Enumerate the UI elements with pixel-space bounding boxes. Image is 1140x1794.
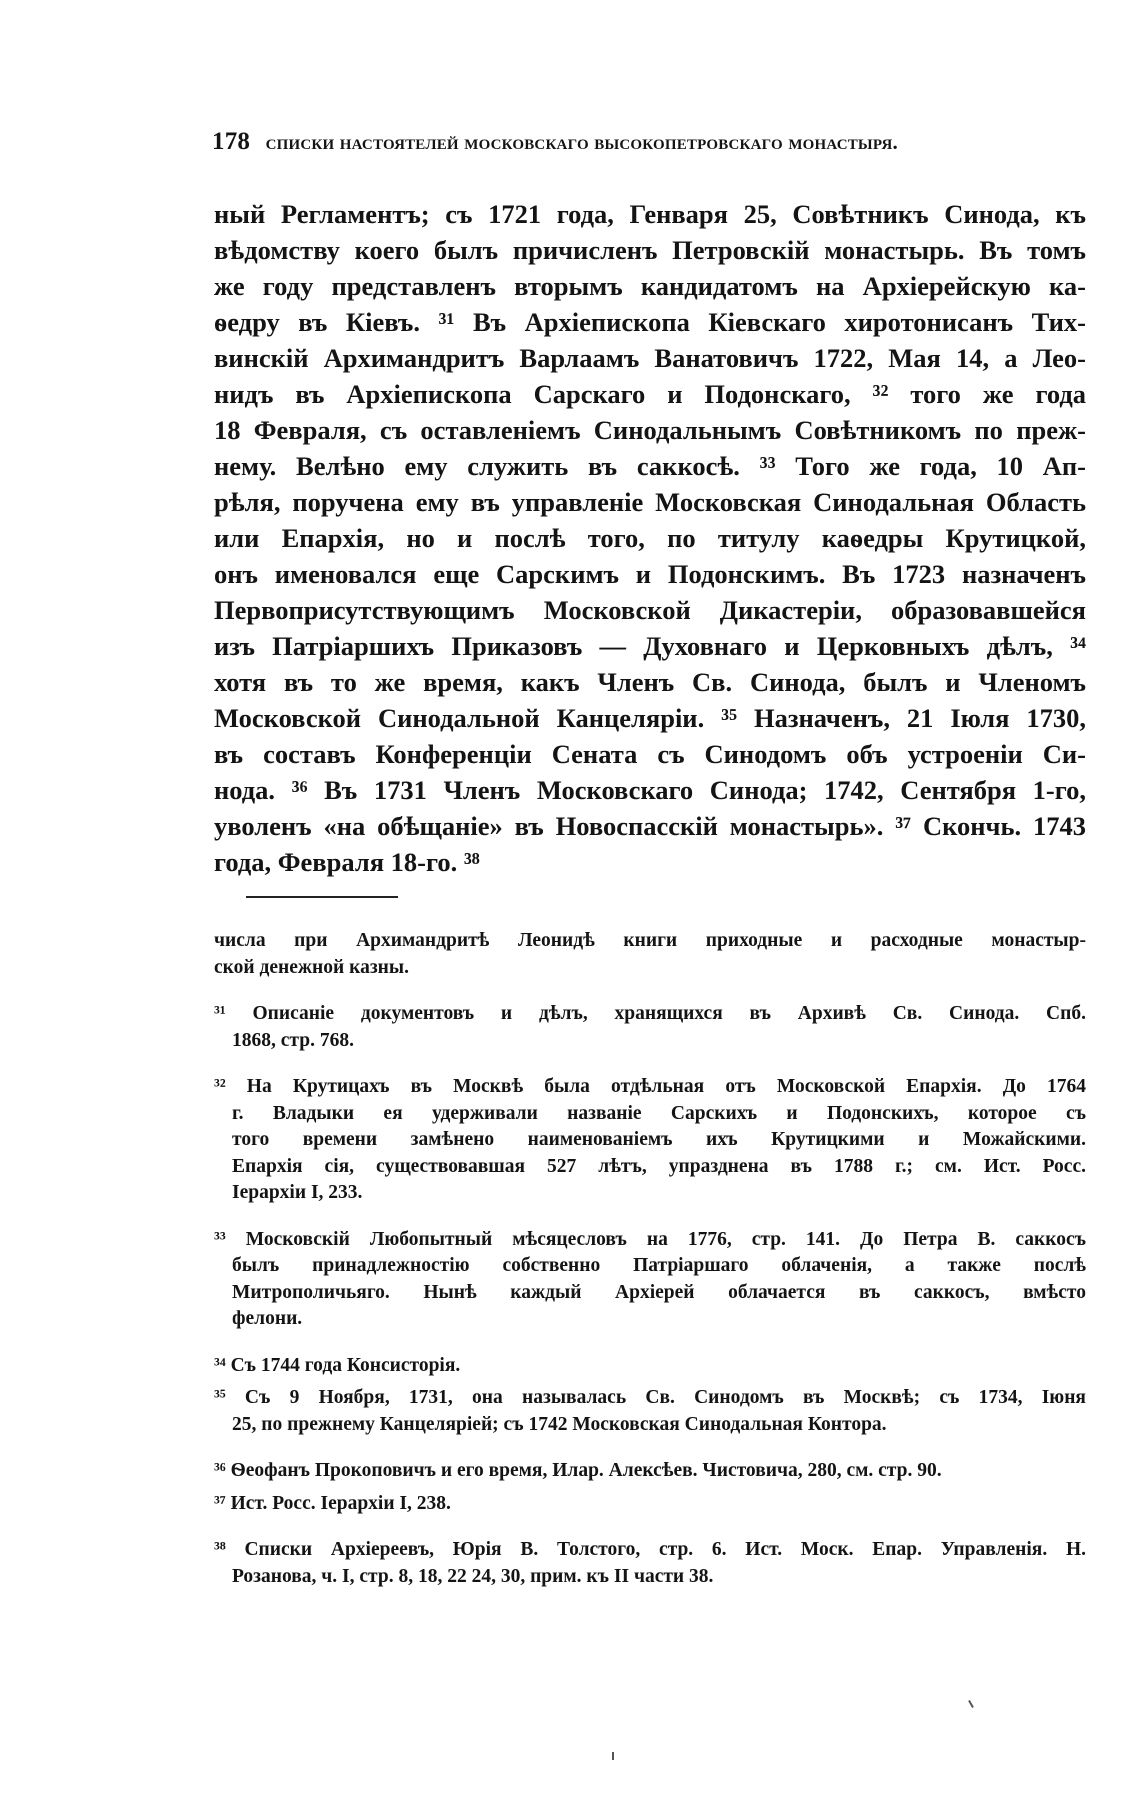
body-line: ѳедру въ Кіевъ. ³¹ Въ Архіепископа Кіевскаго хиротонисанъ Тих- (214, 307, 1086, 337)
body-line: рѣля, поручена ему въ управленіе Московская Синодальная Область (214, 487, 1086, 517)
footnote-continuation (214, 928, 1086, 981)
footnote-line: ской денежной казны. (214, 956, 409, 978)
footnote-separator-rule (246, 896, 398, 898)
scan-speck (612, 1752, 614, 1760)
footnote-35 (214, 1385, 1086, 1438)
footnote-line: ³² На Крутицахъ въ Москвѣ была отдѣльная отъ Московской Епархія. До 1764 (214, 1076, 1086, 1097)
body-line: 18 Февраля, съ оставленіемъ Синодальнымъ Совѣтникомъ по преж- (214, 415, 1086, 445)
body-line: Московской Синодальной Канцеляріи. ³⁵ Назначенъ, 21 Іюля 1730, (214, 703, 1086, 733)
footnote-line: 25, по прежнему Канцеляріей; съ 1742 Московская Синодальная Контора. (232, 1413, 887, 1435)
footnote-33 (214, 1227, 1086, 1333)
body-line: уволенъ «на обѣщаніе» въ Новоспасскій монастырь». ³⁷ Скончь. 1743 (214, 811, 1086, 841)
body-line: винскій Архимандритъ Варлаамъ Ванатовичъ 1722, Мая 14, а Лео- (214, 343, 1086, 373)
footnote-line: ³⁶ Ѳеофанъ Прокоповичъ и его время, Илар. Алексѣев. Чистовича, 280, см. стр. 90. (214, 1460, 942, 1481)
body-line: хотя въ то же время, какъ Членъ Св. Синода, былъ и Членомъ (214, 667, 1086, 697)
body-line: или Епархія, но и послѣ того, по титулу каѳедры Крутицкой, (214, 523, 1086, 553)
footnote-line: того времени замѣнено наименованіемъ ихъ Крутицкими и Можайскими. (232, 1129, 1086, 1150)
footnote-34 (214, 1353, 1086, 1380)
footnote-line: Епархія сія, существовавшая 527 лѣтъ, упразднена въ 1788 г.; см. Ист. Росс. (232, 1155, 1086, 1177)
body-line: изъ Патріаршихъ Приказовъ — Духовнаго и Церковныхъ дѣлъ, ³⁴ (214, 631, 1086, 661)
scan-speck (968, 1700, 974, 1708)
page-number: 178 (212, 128, 251, 155)
body-line: въ составъ Конференціи Сената съ Синодомъ объ устроеніи Си- (214, 739, 1086, 769)
footnote-line: ³¹ Описаніе документовъ и дѣлъ, хранящихся въ Архивѣ Св. Синода. Спб. (214, 1003, 1086, 1024)
footnote-line: Іерархіи I, 233. (232, 1182, 363, 1203)
footnote-line: 1868, стр. 768. (232, 1029, 354, 1051)
footnote-line: ³³ Московскій Любопытный мѣсяцесловъ на 1776, стр. 141. До Петра В. саккосъ (214, 1228, 1086, 1250)
body-line: нода. ³⁶ Въ 1731 Членъ Московскаго Синода; 1742, Сентября 1-го, (214, 775, 1086, 805)
footnote-38 (214, 1537, 1086, 1590)
body-line: ный Регламентъ; съ 1721 года, Генваря 25, Совѣтникъ Синода, къ (214, 199, 1086, 229)
body-line: же году представленъ вторымъ кандидатомъ на Архіерейскую ка- (214, 271, 1086, 301)
footnote-line: ³⁸ Списки Архіереевъ, Юрія В. Толстого, стр. 6. Ист. Моск. Епар. Управленія. Н. (214, 1539, 1086, 1560)
footnote-line: Розанова, ч. I, стр. 8, 18, 22 24, 30, прим. къ II части 38. (232, 1565, 714, 1587)
footnote-31 (214, 1001, 1086, 1054)
footnote-line: ³⁴ Съ 1744 года Консисторія. (214, 1354, 461, 1376)
footnote-line: числа при Архимандритѣ Леонидѣ книги приходные и расходные монастыр- (214, 930, 1086, 951)
footnote-line: фелони. (232, 1308, 303, 1329)
body-line: вѣдомству коего былъ причисленъ Петровскій монастырь. Въ томъ (214, 235, 1086, 265)
footnote-line: г. Владыки ея удерживали названіе Сарскихъ и Подонскихъ, которое съ (232, 1102, 1086, 1124)
body-text (214, 196, 1086, 880)
footnote-line: Митрополичьяго. Нынѣ каждый Архіерей облачается въ саккосъ, вмѣсто (232, 1281, 1086, 1303)
footnote-line: ³⁷ Ист. Росс. Іерархіи I, 238. (214, 1492, 451, 1514)
running-head (212, 128, 1092, 156)
body-line: Первоприсутствующимъ Московской Дикастеріи, образовавшейся (214, 595, 1086, 625)
running-title: списки настоятелей московскаго высокопетровскаго монастыря. (265, 130, 898, 154)
body-line: нему. Велѣно ему служить въ саккосѣ. ³³ Того же года, 10 Ап- (214, 451, 1086, 481)
footnote-line: былъ принадлежностію собственно Патріаршаго облаченія, а также послѣ (232, 1255, 1086, 1276)
footnote-36 (214, 1458, 1086, 1485)
body-line: нидъ въ Архіепископа Сарскаго и Подонскаго, ³² того же года (214, 379, 1086, 409)
body-line: онъ именовался еще Сарскимъ и Подонскимъ. Въ 1723 назначенъ (214, 559, 1086, 589)
footnote-37 (214, 1491, 1086, 1518)
footnote-line: ³⁵ Съ 9 Ноября, 1731, она называлась Св. Синодомъ въ Москвѣ; съ 1734, Іюня (214, 1387, 1086, 1408)
body-line: года, Февраля 18-го. ³⁸ (214, 847, 480, 877)
footnotes (214, 928, 1086, 1610)
footnote-32 (214, 1074, 1086, 1207)
